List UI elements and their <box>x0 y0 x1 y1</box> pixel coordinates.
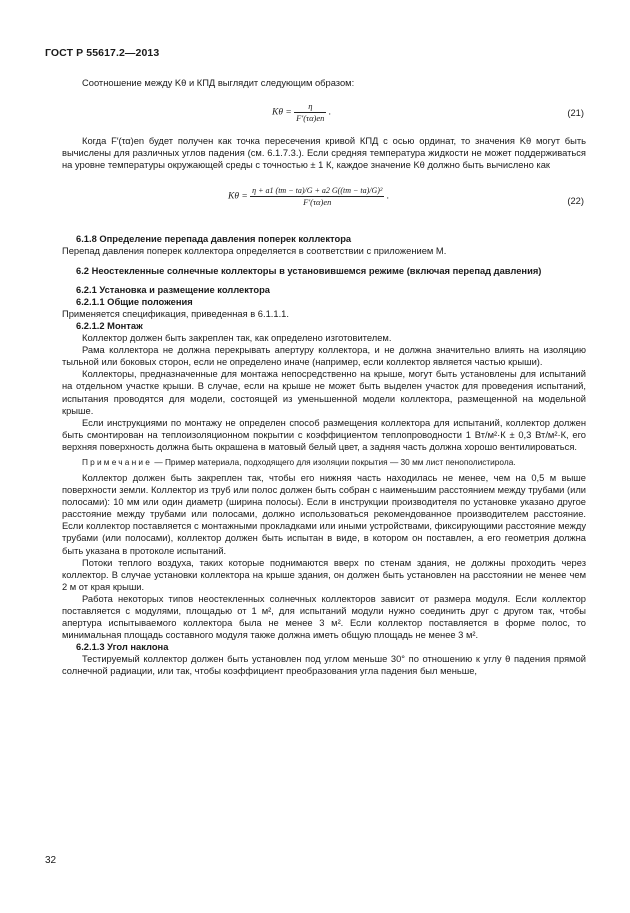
body-paragraph: Если инструкциями по монтажу не определен способ размещения коллектора для испытаний, коллектор должен быть смонтирован на теплоизоляционном покрытии с коэффициентом теплопроводности 1 Вт/м²·К ± 0,3 Вт/м²·К, его верхняя поверхность должна быть окрашена в матовый белый цвет, а задняя часть должна хорошо вентилироваться. <box>62 417 586 452</box>
body-paragraph: Коллекторы, предназначенные для монтажа непосредственно на крыше, могут быть установлены для испытаний на отдельном участке крыши. В случае, если на крыше не может быть выделен участок для проведения испытаний, испытания проводятся для модели, состоящей из уменьшенной модели коллектора, размещенной на модельной крыше. <box>62 369 586 416</box>
body-paragraph: Применяется спецификация, приведенная в 6.1.1.1. <box>62 308 289 319</box>
sections-container <box>62 233 586 677</box>
note-paragraph <box>62 457 586 468</box>
document-header: ГОСТ Р 55617.2—2013 <box>45 47 160 59</box>
formula-22-lhs: Kθ = <box>228 192 248 203</box>
section-heading: 6.2.1.1 Общие положения <box>76 296 193 307</box>
intro-paragraph: Соотношение между Kθ и КПД выглядит следующим образом: <box>82 78 355 88</box>
formula-22 <box>62 181 586 225</box>
document-body <box>62 77 586 678</box>
formula-22-numerator: η + a1 (tm − ta)/G + a2 G((tm − ta)/G)² <box>252 186 383 196</box>
body-paragraph: Коллектор должен быть закреплен так, как определено изготовителем. <box>82 333 392 344</box>
formula-21-tail: . <box>328 107 332 118</box>
page-number: 32 <box>45 855 57 866</box>
formula-21 <box>62 99 586 127</box>
note-label: Примечание <box>82 456 153 467</box>
body-paragraph: Работа некоторых типов неостекленных солнечных коллекторов зависит от размера модуля. Если коллектор поставляется с модулями, площадью от 1 м², для испытаний модули нужно соединить друг с другом так, чтобы апертура испытываемого коллектора была не менее 3 м². Если коллектор поставляется в форме полос, то минимальная площадь составного модуля также должна иметь общую площадь не менее 3 м². <box>62 593 586 641</box>
formula-21-number: (21) <box>567 108 584 119</box>
note-text: — Пример материала, подходящего для изоляции покрытия — 30 мм лист пенополистирола. <box>154 456 516 467</box>
body-paragraph: Перепад давления поперек коллектора определяется в соответствии с приложением М. <box>62 246 447 257</box>
formula-21-lhs: Kθ = <box>272 107 292 118</box>
body-paragraph: Коллектор должен быть закреплен так, чтобы его нижняя часть находилась не менее, чем на 0,5 м выше поверхности земли. Коллектор из труб или полос должен быть собран с наименьшим расстоянием между трубами (или полосами): 10 мм или один диаметр (ширина полосы). Если в инструкции производителя по установке указано другое расстояние между трубами или полосами, должно использоваться рекомендованное производителем расстояние. Если коллектор поставляется с монтажными прокладками или иными устройствами, фиксирующими расстояние между трубами (или полосами), коллектор должен быть испытан в виде, в котором он поставлен, а его геометрия должна быть указана в протоколе испытаний. <box>62 472 586 556</box>
section-heading: 6.1.8 Определение перепада давления поперек коллектора <box>76 234 352 245</box>
formula-22-denominator: F′(τα)en <box>303 197 332 208</box>
section-heading: 6.2.1.2 Монтаж <box>76 320 143 331</box>
body-paragraph: Рама коллектора не должна перекрывать апертуру коллектора, и не должна значительно влиять на изоляцию тыльной или боковых сторон, если не определено иначе (например, если коллектор является частью крыши). <box>62 345 586 368</box>
formula-22-tail: . <box>386 192 390 203</box>
formula-21-denominator: F′(τα)en <box>296 113 325 124</box>
section-heading: 6.2 Неостекленные солнечные коллекторы в установившемся режиме (включая перепад давления) <box>76 265 542 276</box>
body-paragraph: Потоки теплого воздуха, таких которые поднимаются вверх по стенам здания, не должны проходить через коллектор. В случае установки коллектора на крыше здания, он должен быть установлен на расстоянии не менее чем 2 м от края крыши. <box>62 557 586 592</box>
formula-21-numerator: η <box>294 101 326 113</box>
body-paragraph: Тестируемый коллектор должен быть установлен под углом меньше 30° по отношению к углу θ падения прямой солнечной радиации, или так, чтобы коэффициент преобразования угла падения был меньше, <box>62 654 586 677</box>
section-heading: 6.2.1.3 Угол наклона <box>76 642 169 653</box>
formula-22-number: (22) <box>567 196 584 207</box>
paragraph-when: Когда F′(τα)en будет получен как точка пересечения кривой КПД с осью ординат, то значения Kθ могут быть вычислены для различных углов падения (см. 6.1.7.3.). Если средняя температура жидкости не может поддерживаться на уровне температуры окружающей среды с точностью ± 1 К, каждое значение Kθ должно быть вычислено как <box>62 136 586 171</box>
section-heading: 6.2.1 Установка и размещение коллектора <box>76 284 270 295</box>
